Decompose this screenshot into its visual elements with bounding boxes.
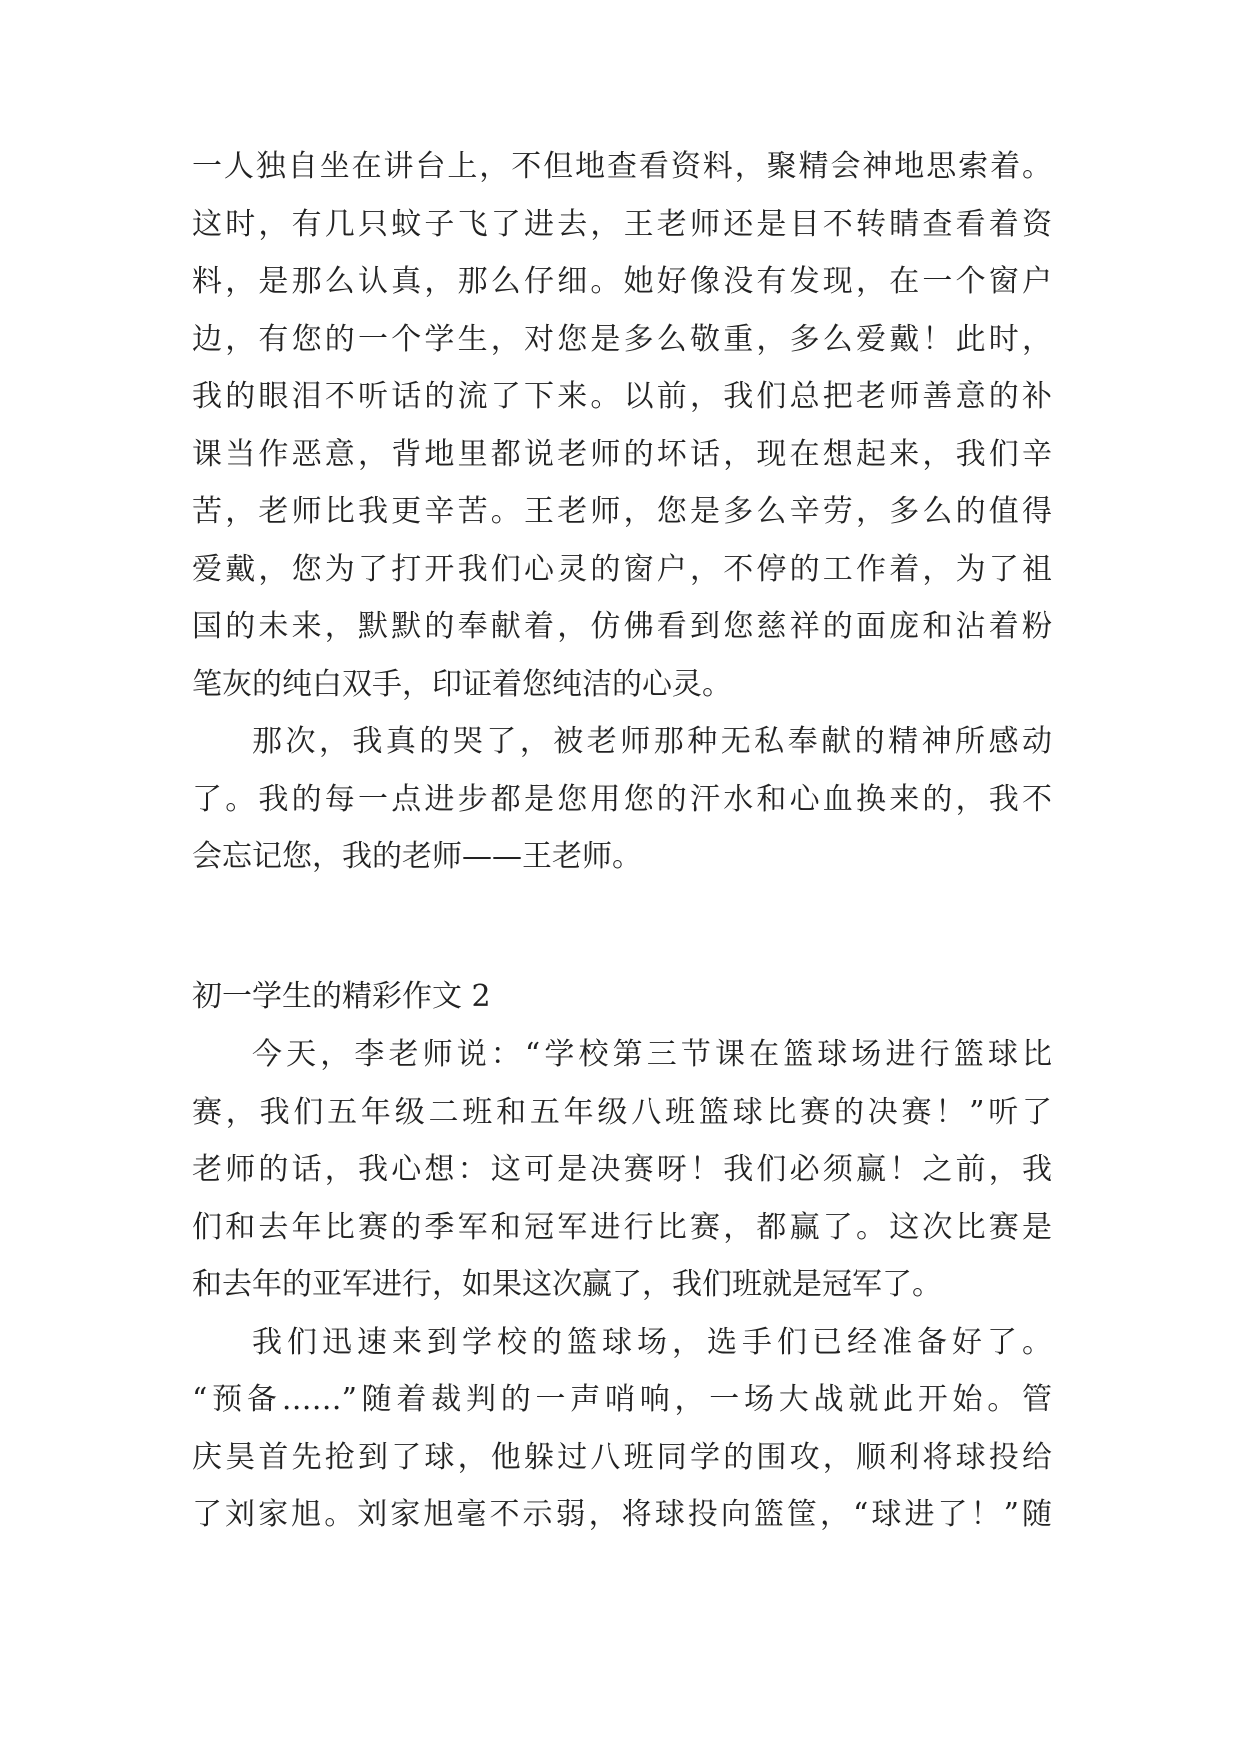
text-line: 我的眼泪不听话的流了下来。以前，我们总把老师善意的补 xyxy=(192,379,1052,414)
paragraph-2 xyxy=(192,713,1052,886)
text-line: 们和去年比赛的季军和冠军进行比赛，都赢了。这次比赛是 xyxy=(192,1209,1052,1245)
paragraph-4 xyxy=(192,1314,1052,1544)
paragraph-3 xyxy=(192,1026,1052,1314)
text-line: 老师的话，我心想：这可是决赛呀！我们必须赢！之前，我 xyxy=(192,1152,1052,1187)
text-line: 课当作恶意，背地里都说老师的坏话，现在想起来，我们辛 xyxy=(192,436,1052,472)
text-line: 料，是那么认真，那么仔细。她好像没有发现，在一个窗户 xyxy=(192,264,1052,299)
text-line: 一人独自坐在讲台上，不但地查看资料，聚精会神地思索着。 xyxy=(192,149,1052,184)
text-line: 苦，老师比我更辛苦。王老师，您是多么辛劳，多么的值得 xyxy=(192,494,1052,529)
text-line: 爱戴，您为了打开我们心灵的窗户，不停的工作着，为了祖 xyxy=(192,551,1052,587)
text-line: 这时，有几只蚊子飞了进去，王老师还是目不转睛查看着资 xyxy=(192,206,1052,242)
text-line: 我们迅速来到学校的篮球场，选手们已经准备好了。 xyxy=(252,1324,1052,1360)
text-line: 笔灰的纯白双手，印证着您纯洁的心灵。 xyxy=(192,666,732,702)
paragraph-1 xyxy=(192,138,1052,713)
text-line: 会忘记您，我的老师——王老师。 xyxy=(192,839,642,874)
essay-heading: 初一学生的精彩作文 2 xyxy=(192,979,491,1014)
text-line: 了。我的每一点进步都是您用您的汗水和心血换来的，我不 xyxy=(192,781,1052,817)
text-line: 那次，我真的哭了，被老师那种无私奉献的精神所感动 xyxy=(252,724,1052,759)
text-line: 和去年的亚军进行，如果这次赢了，我们班就是冠军了。 xyxy=(192,1267,942,1302)
essay-continuation xyxy=(192,138,1052,886)
text-line: 今天，李老师说：“学校第三节课在篮球场进行篮球比 xyxy=(252,1037,1052,1072)
text-line: 赛，我们五年级二班和五年级八班篮球比赛的决赛！”听了 xyxy=(192,1094,1052,1130)
text-line: 国的未来，默默的奉献着，仿佛看到您慈祥的面庞和沾着粉 xyxy=(192,609,1052,644)
essay-2-body xyxy=(192,1026,1052,1544)
text-line: 了刘家旭。刘家旭毫不示弱，将球投向篮筐，“球进了！”随 xyxy=(192,1497,1052,1532)
text-line: “预备……”随着裁判的一声哨响，一场大战就此开始。管 xyxy=(192,1382,1052,1417)
text-line: 庆昊首先抢到了球，他躲过八班同学的围攻，顺利将球投给 xyxy=(192,1439,1052,1475)
text-line: 边，有您的一个学生，对您是多么敬重，多么爱戴！此时， xyxy=(192,321,1052,357)
